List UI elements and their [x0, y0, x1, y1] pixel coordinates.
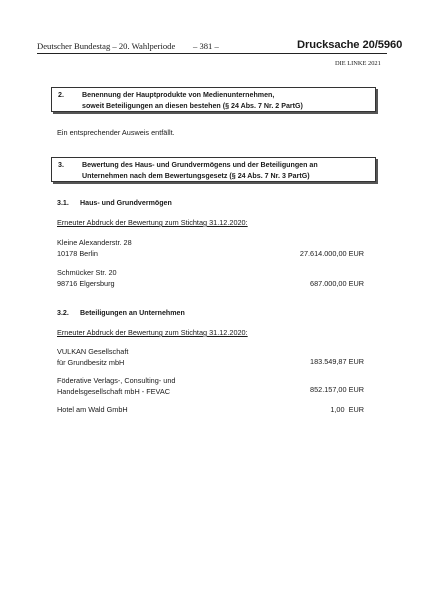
holding-2-name-line-1: Föderative Verlags-, Consulting- und — [57, 376, 176, 385]
property-1-city: 10178 Berlin — [57, 249, 98, 258]
section-3-title — [82, 160, 318, 181]
section-2-title-line-1: Benennung der Hauptprodukte von Medienunternehmen, — [82, 91, 275, 99]
holding-2-value: 852.157,00 EUR — [310, 385, 364, 394]
holding-3-value: 1,00 EUR — [330, 405, 364, 414]
subsection-3-2-number: 3.2. — [57, 309, 69, 317]
subsection-3-2-note: Erneuter Abdruck der Bewertung zum Stichtag 31.12.2020: — [57, 328, 248, 337]
header-page-number: – 381 – — [193, 41, 219, 51]
section-3-title-line-1: Bewertung des Haus- und Grundvermögens und der Beteiligungen an — [82, 161, 318, 169]
header-drucksache — [297, 39, 402, 51]
section-3-title-line-2: Unternehmen nach dem Bewertungsgesetz (§ 24 Abs. 7 Nr. 3 PartG) — [82, 171, 310, 180]
section-2-text: Ein entsprechender Ausweis entfällt. — [57, 128, 175, 137]
subsection-3-1-title: Haus- und Grundvermögen — [80, 199, 172, 207]
section-2-heading — [51, 87, 376, 112]
header-parliament: Deutscher Bundestag – 20. Wahlperiode — [37, 41, 176, 51]
drucksache-number: 20/5960 — [362, 39, 403, 51]
property-1-street: Kleine Alexanderstr. 28 — [57, 238, 132, 247]
holding-1-value: 183.549,87 EUR — [310, 357, 364, 366]
property-2-street: Schmücker Str. 20 — [57, 268, 117, 277]
subsection-3-1-heading — [57, 199, 172, 207]
subsection-3-1-number: 3.1. — [57, 199, 69, 207]
header-rule — [37, 53, 387, 54]
subsection-3-1-note: Erneuter Abdruck der Bewertung zum Stichtag 31.12.2020: — [57, 218, 248, 227]
section-3-heading — [51, 157, 376, 182]
section-2-title-line-2: soweit Beteiligungen an diesen bestehen (§ 24 Abs. 7 Nr. 2 PartG) — [82, 101, 303, 110]
holding-2-name-line-2: Handelsgesellschaft mbH - FEVAC — [57, 387, 171, 396]
holding-3-name: Hotel am Wald GmbH — [57, 405, 128, 414]
subsection-3-2-heading — [57, 309, 185, 317]
property-2-value: 687.000,00 EUR — [310, 279, 364, 288]
property-1-value: 27.614.000,00 EUR — [299, 249, 364, 258]
subsection-3-2-title: Beteiligungen an Unternehmen — [80, 309, 185, 317]
section-2-number: 2. — [58, 91, 64, 99]
section-2-title — [82, 90, 303, 111]
party-label: DIE LINKE 2021 — [335, 60, 381, 67]
property-2-city: 98716 Elgersburg — [57, 279, 115, 288]
section-3-number: 3. — [58, 161, 64, 169]
drucksache-prefix: Drucksache — [297, 39, 363, 51]
holding-1-name-line-1: VULKAN Gesellschaft — [57, 347, 129, 356]
holding-1-name-line-2: für Grundbesitz mbH — [57, 358, 125, 367]
